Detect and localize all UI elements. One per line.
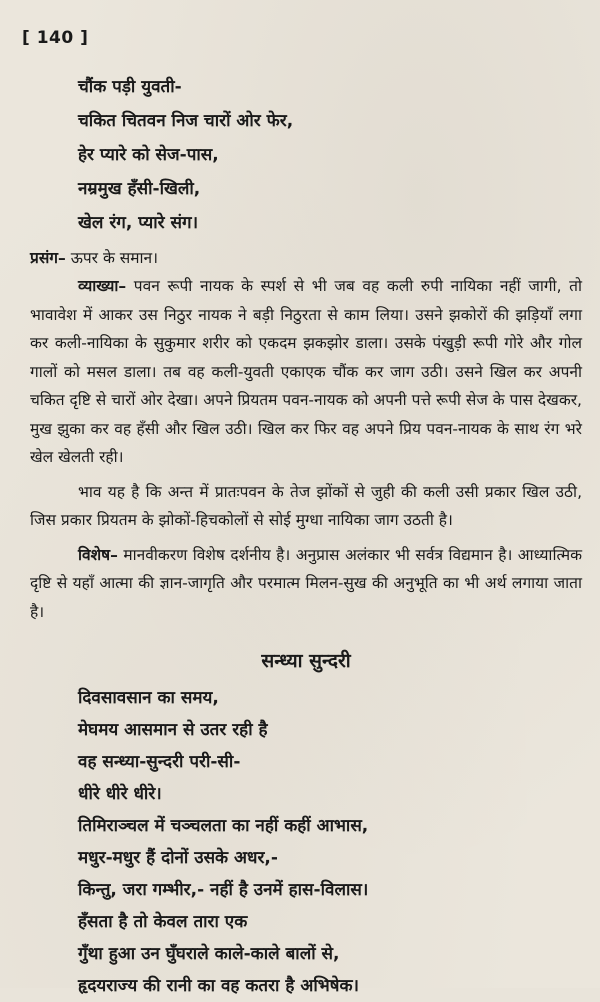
verse-line: हृदयराज्य की रानी का वह कतरा है अभिषेक। [78,976,359,996]
verse-stanza-1 [78,70,582,240]
prasang-text: ऊपर के समान। [65,249,159,267]
bhaav-paragraph [30,478,582,535]
section-title: सन्ध्या सुन्दरी [261,650,351,672]
verse-line: वह सन्ध्या-सुन्दरी परी-सी- [78,752,241,772]
verse-line: दिवसावसान का समय, [78,688,219,708]
bhaav-text: भाव यह है कि अन्त में प्रातःपवन के तेज झोंकों से जुही की कली उसी प्रकार खिल उठी, जिस प्रकार प्रियतम के झोकों-हिचकोलों से सोई मुग्धा नायिका जाग उठती है। [30,482,582,529]
verse-line: मेघमय आसमान से उतर रही है [78,720,268,740]
page-number: [ 140 ] [22,28,89,48]
vyakhya-label: व्याख्या– [78,277,127,295]
prasang-paragraph [30,244,582,272]
prasang-label: प्रसंग– [30,249,66,267]
verse-line: हँसता है तो केवल तारा एक [78,912,248,932]
vishesh-paragraph [30,541,582,627]
verse-line: चौंक पड़ी युवती- [78,77,182,97]
vyakhya-text: पवन रूपी नायक के स्पर्श से भी जब वह कली रुपी नायिका नहीं जागी, तो भावावेश में आकर उस निठुर नायक ने बड़ी निठुरता से काम लिया। उसने झकोरों की झड़ियाँ लगा कर कली-नायिका के सुकुमार शरीर को एकदम झकझोर डाला। उसके पंखुड़ी रूपी गोरे और गोल गालों को मसल डाला। तब वह कली-युवती एकाएक चौंक कर जाग उठी। उसने खिल कर अपनी चकित दृष्टि से चारों ओर देखा। अपने प्रियतम पवन-नायक को अपनी पत्ते रूपी सेज के पास देखकर, मुख झुका कर वह हँसी और खिल उठी। खिल कर फिर वह अपने प्रिय पवन-नायक के साथ रंग भरे खेल खेलती रही। [30,277,582,466]
verse-line: नम्रमुख हँसी-खिली, [78,179,201,199]
verse-stanza-2 [78,682,582,1002]
verse-line: खेल रंग, प्यारे संग। [78,213,199,233]
verse-line: तिमिराञ्चल में चञ्चलता का नहीं कहीं आभास, [78,816,369,836]
vishesh-text: मानवीकरण विशेष दर्शनीय है। अनुप्रास अलंकार भी सर्वत्र विद्यमान है। आध्यात्मिक दृष्टि से यहाँ आत्मा की ज्ञान-जागृति और परमात्म मिलन-सुख की अनुभूति का भी अर्थ लगाया जाता है। [30,545,582,621]
vishesh-label: विशेष– [78,545,118,564]
verse-line: किन्तु, जरा गम्भीर,- नहीं है उनमें हास-विलास। [78,880,369,900]
verse-line: धीरे धीरे धीरे। [78,784,162,804]
verse-line: चकित चितवन निज चारों ओर फेर, [78,111,294,131]
verse-line: गुँथा हुआ उन घुँघराले काले-काले बालों से, [78,944,340,964]
verse-line: मधुर-मधुर हैं दोनों उसके अधर,- [78,848,278,868]
verse-line: हेर प्यारे को सेज-पास, [78,145,219,165]
vyakhya-paragraph [30,272,582,472]
